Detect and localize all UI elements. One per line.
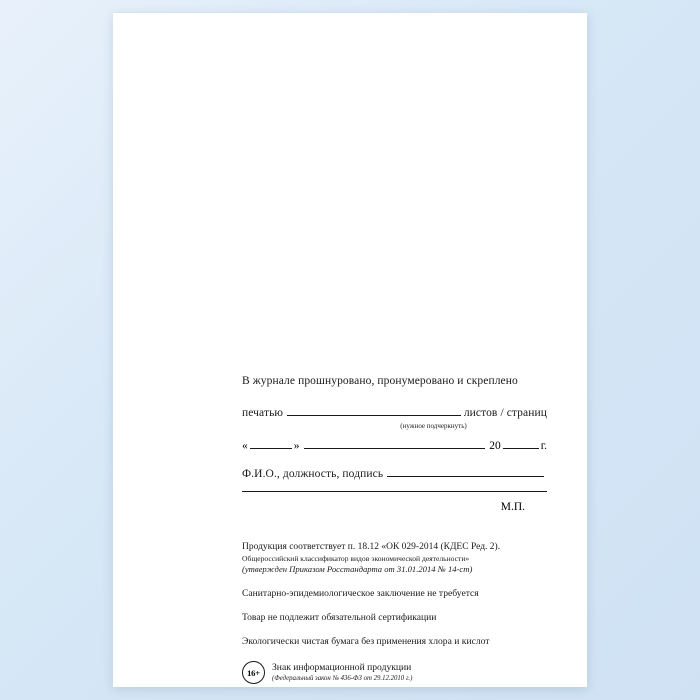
classifier-line-3: (утвержден Приказом Росстандарта от 31.01.2014 № 14-ст) (242, 563, 473, 574)
age-mark-row (242, 661, 547, 684)
sheets-pages-label: листов / страниц (463, 407, 547, 420)
fio-label: Ф.И.О., должность, подпись (242, 468, 384, 481)
statement-sanitary: Санитарно-эпидемиологическое заключение не требуется (242, 588, 479, 600)
fio-blank-line[interactable] (387, 476, 544, 477)
classifier-line-2: Общероссийский классификатор видов экономической деятельности» (242, 553, 470, 563)
date-open-quote: « (242, 440, 248, 453)
month-blank-line[interactable] (304, 448, 486, 449)
year-prefix: 20 (489, 440, 501, 453)
seal-blank-line[interactable] (287, 415, 461, 416)
age-mark-subtitle: (Федеральный закон № 436-ФЗ от 29.12.2010 г.) (272, 674, 413, 682)
seal-label: печатью (242, 407, 284, 420)
underline-hint: (нужное подчеркнуть) (400, 422, 467, 431)
year-suffix: г. (540, 440, 547, 453)
document-page (113, 13, 587, 687)
age-mark-texts (272, 662, 412, 683)
classifier-block (242, 541, 547, 575)
seal-fill-row (242, 405, 547, 421)
statement-certification: Товар не подлежит обязательной сертификации (242, 612, 437, 624)
age-rating-badge: 16+ (242, 661, 265, 684)
journal-statement: В журнале прошнуровано, пронумеровано и скреплено (242, 375, 518, 387)
fio-row (242, 466, 547, 482)
classifier-line-1: Продукция соответствует п. 18.12 «ОК 029-2014 (КДЕС Ред. 2). (242, 542, 501, 553)
age-mark-title: Знак информационной продукции (272, 662, 412, 674)
year-blank-line[interactable] (503, 448, 539, 449)
fio-blank-line-second[interactable] (242, 491, 547, 492)
statement-eco-paper: Экологически чистая бумага без применения хлора и кислот (242, 636, 490, 648)
date-close-quote: » (293, 440, 300, 453)
date-row (242, 440, 547, 452)
seal-place-label: М.П. (500, 501, 525, 514)
day-blank-line[interactable] (250, 448, 292, 449)
document-content (242, 373, 547, 684)
